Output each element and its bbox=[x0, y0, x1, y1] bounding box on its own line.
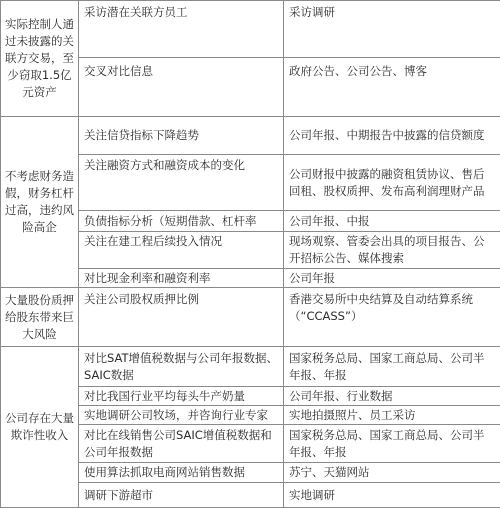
method-cell: 交叉对比信息 bbox=[79, 58, 284, 117]
category-cell: 公司存在大量欺诈性收入 bbox=[1, 347, 79, 508]
method-cell: 对比我国行业平均每头牛产奶量 bbox=[79, 387, 284, 406]
category-cell: 大量股份质押给股东带来巨大风险 bbox=[1, 288, 79, 347]
method-cell: 对比现金利率和融资利率 bbox=[79, 269, 284, 288]
method-cell: 关注融资方式和融资成本的变化 bbox=[79, 155, 284, 211]
method-cell: 负债指标分析（短期借款、杠杆率 bbox=[79, 211, 284, 232]
table-row bbox=[1, 1, 500, 58]
source-cell: 公司年报、行业数据 bbox=[284, 387, 500, 406]
source-cell: 香港交易所中央结算及自动结算系统（“CCASS”） bbox=[284, 288, 500, 347]
method-cell: 关注信贷指标下降趋势 bbox=[79, 117, 284, 155]
table-row bbox=[1, 347, 500, 387]
source-cell: 政府公告、公司公告、博客 bbox=[284, 58, 500, 117]
source-cell: 公司年报、中期报告中披露的信贷额度 bbox=[284, 117, 500, 155]
source-cell: 实地拍摄照片、员工采访 bbox=[284, 406, 500, 425]
source-cell: 公司年报 bbox=[284, 269, 500, 288]
source-cell: 公司财报中披露的融资租赁协议、售后回租、股权质押、发布高利润理财产品 bbox=[284, 155, 500, 211]
method-cell: 实地调研公司牧场，并咨询行业专家 bbox=[79, 406, 284, 425]
source-cell: 采访调研 bbox=[284, 1, 500, 58]
method-cell: 关注公司股权质押比例 bbox=[79, 288, 284, 347]
method-cell: 对比在线销售公司SAIC增值税数据和公司年报数据 bbox=[79, 425, 284, 463]
table-row bbox=[1, 288, 500, 347]
source-cell: 苏宁、天猫网站 bbox=[284, 463, 500, 483]
method-cell: 对比SAT增值税数据与公司年报数据、SAIC数据 bbox=[79, 347, 284, 387]
source-cell: 公司年报、中报 bbox=[284, 211, 500, 232]
category-cell: 不考虑财务造假，财务杠杆过高，违约风险高企 bbox=[1, 117, 79, 288]
method-cell: 采访潜在关联方员工 bbox=[79, 1, 284, 58]
source-cell: 国家税务总局、国家工商总局、公司半年报、年报 bbox=[284, 425, 500, 463]
table-row bbox=[1, 117, 500, 155]
source-cell: 现场观察、管委会出具的项目报告、公开招标公告、媒体搜索 bbox=[284, 232, 500, 269]
category-cell: 实际控制人通过未披露的关联方交易，至少窃取1.5亿元资产 bbox=[1, 1, 79, 117]
method-cell: 使用算法抓取电商网站销售数据 bbox=[79, 463, 284, 483]
source-cell: 国家税务总局、国家工商总局、公司半年报、年报 bbox=[284, 347, 500, 387]
method-cell: 关注在建工程后续投入情况 bbox=[79, 232, 284, 269]
method-cell: 调研下游超市 bbox=[79, 483, 284, 508]
source-cell: 实地调研 bbox=[284, 483, 500, 508]
